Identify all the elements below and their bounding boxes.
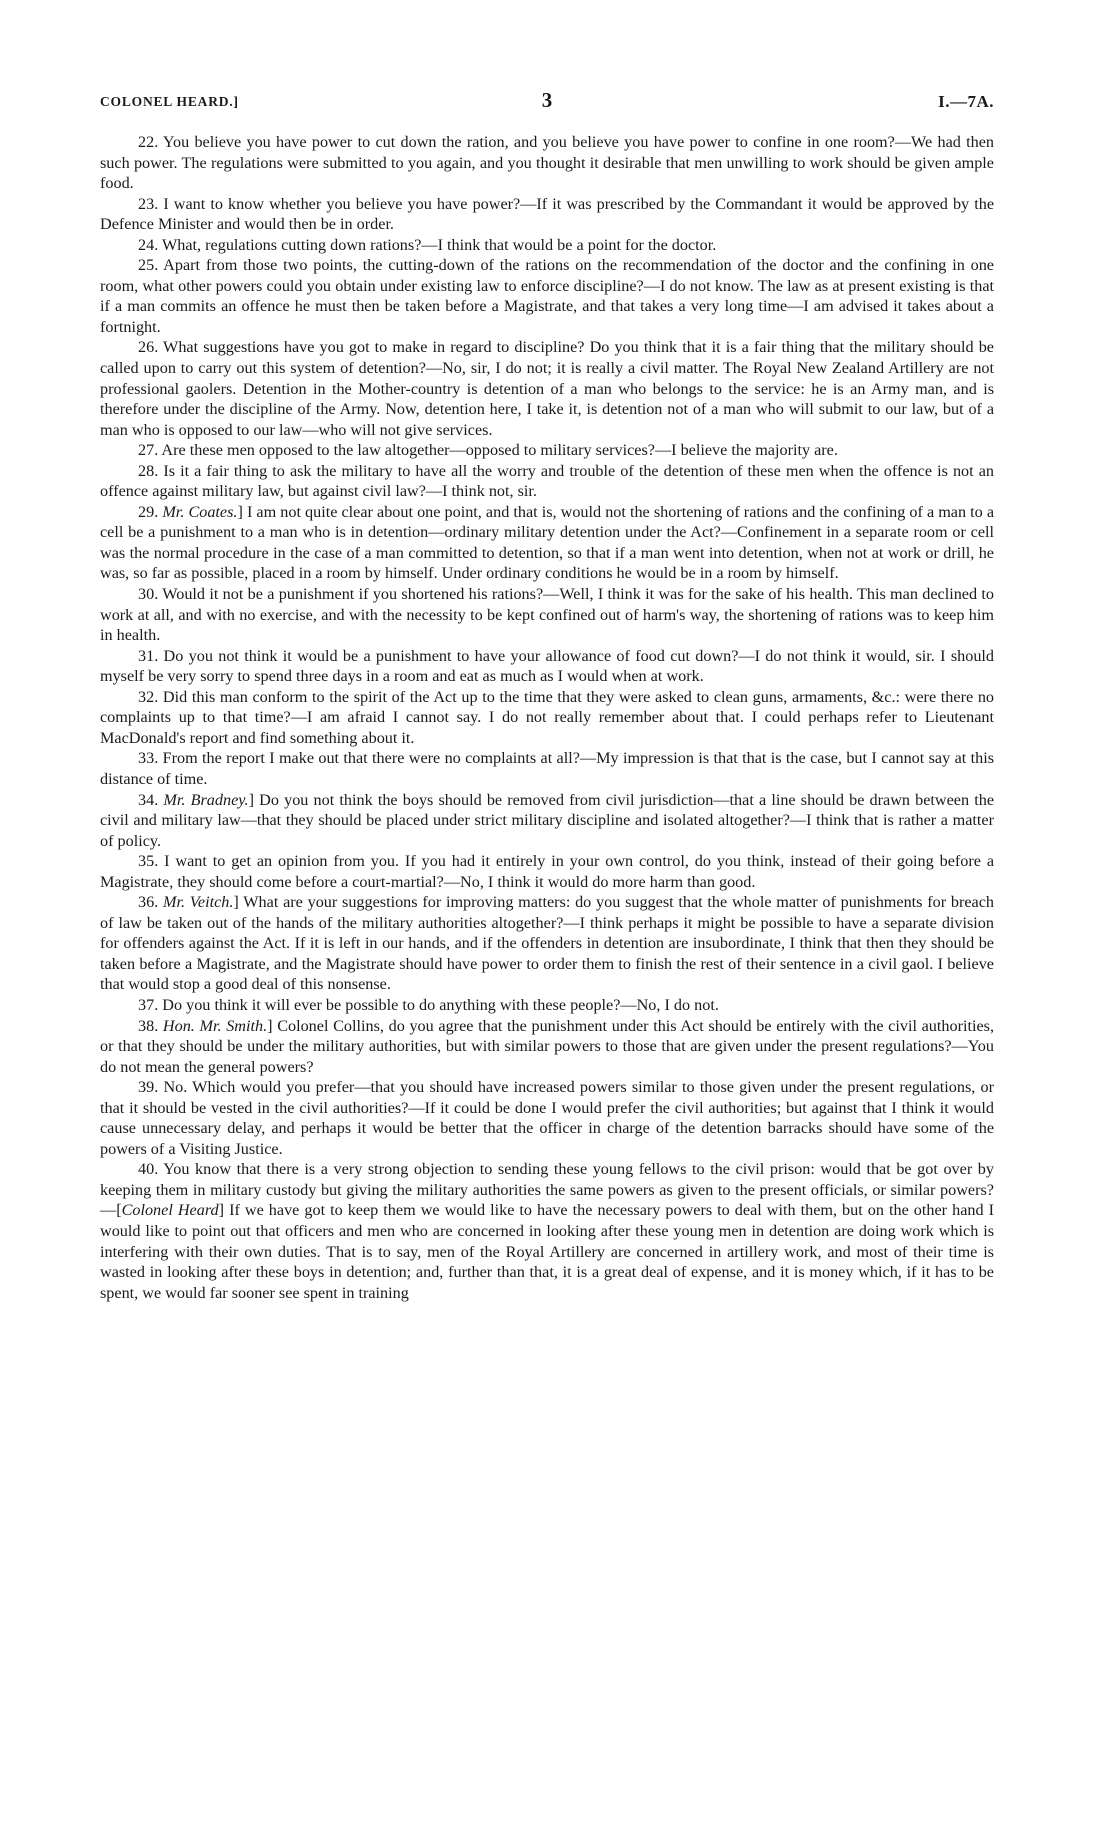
question-text: You know that there is a very strong objection to sending these young fellows to the civil prison: would that be got over by keeping them in military custody but giving the military authorities the same powers as given to the present officials, or similar powers?—	[100, 1160, 994, 1220]
question-text: You believe you have power to cut down the ration, and you believe you have power to confine in one room?—We had then such power. The regulations were submitted to you again, and you thought it desirable that men unwilling to work should be given ample food.	[100, 133, 994, 193]
question-text: From the report I make out that there were no complaints at all?—My impression is that that is the case, but I cannot say at this distance of time.	[100, 749, 995, 788]
question-paragraph	[100, 440, 994, 461]
question-paragraph	[100, 255, 994, 337]
evidence-body	[100, 132, 994, 1303]
speaker-name: Mr. Bradney.	[163, 790, 249, 809]
question-text: What suggestions have you got to make in regard to discipline? Do you think that it is a fair thing that the military should be called upon to carry out this system of detention?—No, sir, I do not; it is really a civil matter. The Royal New Zealand Artillery are not professional gaolers. Detention in the Mother-country is detention of a man who belongs to the service: he is an Army man, and is therefore under the discipline of the Army. Now, detention here, I take it, is detention not of a man who will submit to our law, but of a man who is opposed to our law—who will not give services.	[100, 338, 994, 439]
question-text: What, regulations cutting down rations?—I think that would be a point for the doctor.	[162, 235, 717, 254]
question-paragraph	[100, 235, 994, 256]
speaker-name: Mr. Veitch.	[163, 893, 234, 912]
question-paragraph	[100, 687, 994, 749]
question-number: 35.	[138, 852, 159, 871]
question-paragraph	[100, 646, 994, 687]
question-paragraph: 38. Hon. Mr. Smith.] Colonel Collins, do you agree that the punishment under this Act should be entirely with the civil authorities, or that they should be under the military authorities, but with similar powers to those that are given under the present regulations?—You do not mean the general powers?	[100, 1016, 995, 1076]
question-text: Are these men opposed to the law altogether—opposed to military services?—I believe the majority are.	[161, 441, 838, 460]
question-text: Do you not think the boys should be removed from civil jurisdiction—that a line should be drawn between the civil and military law—that they should be placed under strict military discipline and isolated altogether?—I think that is rather a matter of policy.	[100, 790, 995, 850]
question-paragraph	[100, 748, 994, 789]
question-number: 22.	[138, 133, 159, 151]
question-paragraph	[100, 995, 994, 1016]
question-text: No. Which would you prefer—that you should have increased powers similar to those given under the present regulations, or that it should be vested in the civil authorities?—If it could be done I would prefer the civil authorities; but against that I think it would cause unnecessary delay, and perhaps it would be better that the officer in charge of the detention barracks should have some of the powers of a Visiting Justice.	[100, 1078, 994, 1158]
question-number: 40.	[138, 1160, 159, 1179]
question-number: 29.	[138, 502, 159, 521]
question-text: I want to get an opinion from you. If you had it entirely in your own control, do you think, instead of their going before a Magistrate, they should come before a court-martial?—No, I think it would do more harm than good.	[100, 852, 995, 891]
question-paragraph	[100, 194, 994, 235]
question-number: 24.	[138, 235, 159, 254]
question-number: 34.	[138, 790, 159, 809]
question-number: 28.	[138, 461, 159, 480]
question-paragraph: 36. Mr. Veitch.] What are your suggestions for improving matters: do you suggest that the whole matter of punishments for breach of law be taken out of the hands of the military authorities altogether?—I think perhaps it might be possible to have a separate division for offenders against the Act. If it is left in our hands, and if the offenders in detention are insubordinate, I think that then they should be taken before a Magistrate, and the Magistrate should have power to order them to finish the rest of their sentence in a civil gaol. I believe that would stop a good deal of this nonsense.	[100, 893, 994, 994]
question-text: I want to know whether you believe you have power?—If it was prescribed by the Commandant it would be approved by the Defence Minister and would then be in order.	[100, 194, 995, 234]
question-text: Would it not be a punishment if you shortened his rations?—Well, I think it was for the sake of his health. This man declined to work at all, and with no exercise, and with the necessity to be kept confined out of harm's way, the shortening of rations was to keep him in health.	[100, 585, 994, 645]
question-text: What are your suggestions for improving matters: do you suggest that the whole matter of punishments for breach of law be taken out of the hands of the military authorities altogether?—I think perhaps it might be possible to have a separate division for offenders against the Act. If it is left in our hands, and if the offenders in detention are insubordinate, I think that then they should be taken before a Magistrate, and the Magistrate should have power to order them to finish the rest of their sentence in a civil gaol. I believe that would stop a good deal of this nonsense.	[100, 893, 994, 994]
aside-speaker: Colonel Heard	[121, 1201, 219, 1220]
question-number: 31.	[138, 646, 159, 665]
question-paragraph	[100, 1077, 994, 1159]
question-paragraph	[100, 584, 994, 646]
question-text: Do you think it will ever be possible to do anything with these people?—No, I do not.	[162, 995, 719, 1014]
header-witness: COLONEL HEARD.]	[100, 94, 239, 109]
question-number: 30.	[138, 585, 159, 604]
question-number: 23.	[138, 194, 159, 213]
question-paragraph: 34. Mr. Bradney.] Do you not think the boys should be removed from civil jurisdiction—that a line should be drawn between the civil and military law—that they should be placed under strict military discipline and isolated altogether?—I think that is rather a matter of policy.	[100, 790, 995, 850]
question-number: 39.	[138, 1078, 159, 1097]
question-text: Do you not think it would be a punishment to have your allowance of food cut down?—I do not think it would, sir. I should myself be very sorry to spend three days in a room and eat as much as I would when at work.	[100, 646, 995, 686]
speaker-name: Hon. Mr. Smith.	[162, 1016, 268, 1035]
document-page	[100, 88, 994, 1303]
paper-reference: I.—7A.	[938, 92, 994, 111]
page-header	[100, 88, 994, 122]
question-number: 33.	[138, 749, 159, 768]
question-paragraph: 29. Mr. Coates.] I am not quite clear about one point, and that is, would not the shortening of rations and the confining of a man to a cell be a punishment to a man who is in detention—ordinary military detention under the Act?—Confinement in a separate room or cell was the normal procedure in the case of a man committed to detention, so that if a man went into detention, when not at work or drill, he was, so far as possible, placed in a room by himself. Under ordinary conditions he would be in a room by himself.	[100, 502, 995, 583]
question-number: 37.	[138, 995, 159, 1014]
question-text: Did this man conform to the spirit of the Act up to the time that they were asked to clean guns, armaments, &c.: were there no complaints up to that time?—I am afraid I cannot say. I do not really remember about that. I could perhaps refer to Lieutenant MacDonald's report and find something about it.	[100, 687, 995, 747]
question-number: 26.	[138, 338, 159, 357]
question-paragraph: 40. You know that there is a very strong objection to sending these young fellows to the civil prison: would that be got over by keeping them in military custody but giving the military authorities the same powers as given to the present officials, or similar powers?—[Colonel Heard] If we have got to keep them we would like to have the necessary powers to deal with them, but on the other hand I would like to point out that officers and men who are concerned in looking after these young men in detention are doing work which is interfering with their own duties. That is to say, men of the Royal Artillery are concerned in artillery work, and most of their time is wasted in looking after these boys in detention; and, further than that, it is a great deal of expense, and it is money which, if it has to be spent, we would far sooner see spent in training	[100, 1160, 994, 1302]
question-number: 27.	[138, 441, 159, 460]
question-text: Is it a fair thing to ask the military to have all the worry and trouble of the detention of these men when the offence is not an offence against military law, but against civil law?—I think not, sir.	[100, 461, 995, 501]
question-number: 38.	[138, 1016, 159, 1035]
question-text: Colonel Collins, do you agree that the punishment under this Act should be entirely with the civil authorities, or that they should be under the military authorities, but with similar powers to those that are given under the present regulations?—You do not mean the general powers?	[100, 1016, 995, 1076]
question-text: Apart from those two points, the cutting-down of the rations on the recommendation of the doctor and the confining in one room, what other powers could you obtain under existing law to enforce discipline?—I do not know. The law as at present existing is that if a man commits an offence he must then be taken before a Magistrate, and that takes a very long time—I am advised it takes about a fortnight.	[100, 256, 994, 336]
question-paragraph	[100, 461, 994, 502]
answer-text: If we have got to keep them we would like to have the necessary powers to deal with them, but on the other hand I would like to point out that officers and men who are concerned in looking after these young men in detention are doing work which is interfering with their own duties. That is to say, men of the Royal Artillery are concerned in artillery work, and most of their time is wasted in looking after these boys in detention; and, further than that, it is a great deal of expense, and it is money which, if it has to be spent, we would far sooner see spent in training	[100, 1201, 994, 1302]
question-paragraph	[100, 851, 994, 892]
question-number: 25.	[138, 256, 159, 275]
question-text: I am not quite clear about one point, and that is, would not the shortening of rations and the confining of a man to a cell be a punishment to a man who is in detention—ordinary military detention under the Act?—Confinement in a separate room or cell was the normal procedure in the case of a man committed to detention, so that if a man went into detention, when not at work or drill, he was, so far as possible, placed in a room by himself. Under ordinary conditions he would be in a room by himself.	[100, 502, 995, 583]
question-number: 36.	[138, 893, 159, 912]
question-paragraph	[100, 337, 994, 440]
question-number: 32.	[138, 687, 159, 706]
question-paragraph	[100, 132, 994, 194]
page-number: 3	[541, 88, 553, 112]
speaker-name: Mr. Coates.	[162, 502, 238, 521]
